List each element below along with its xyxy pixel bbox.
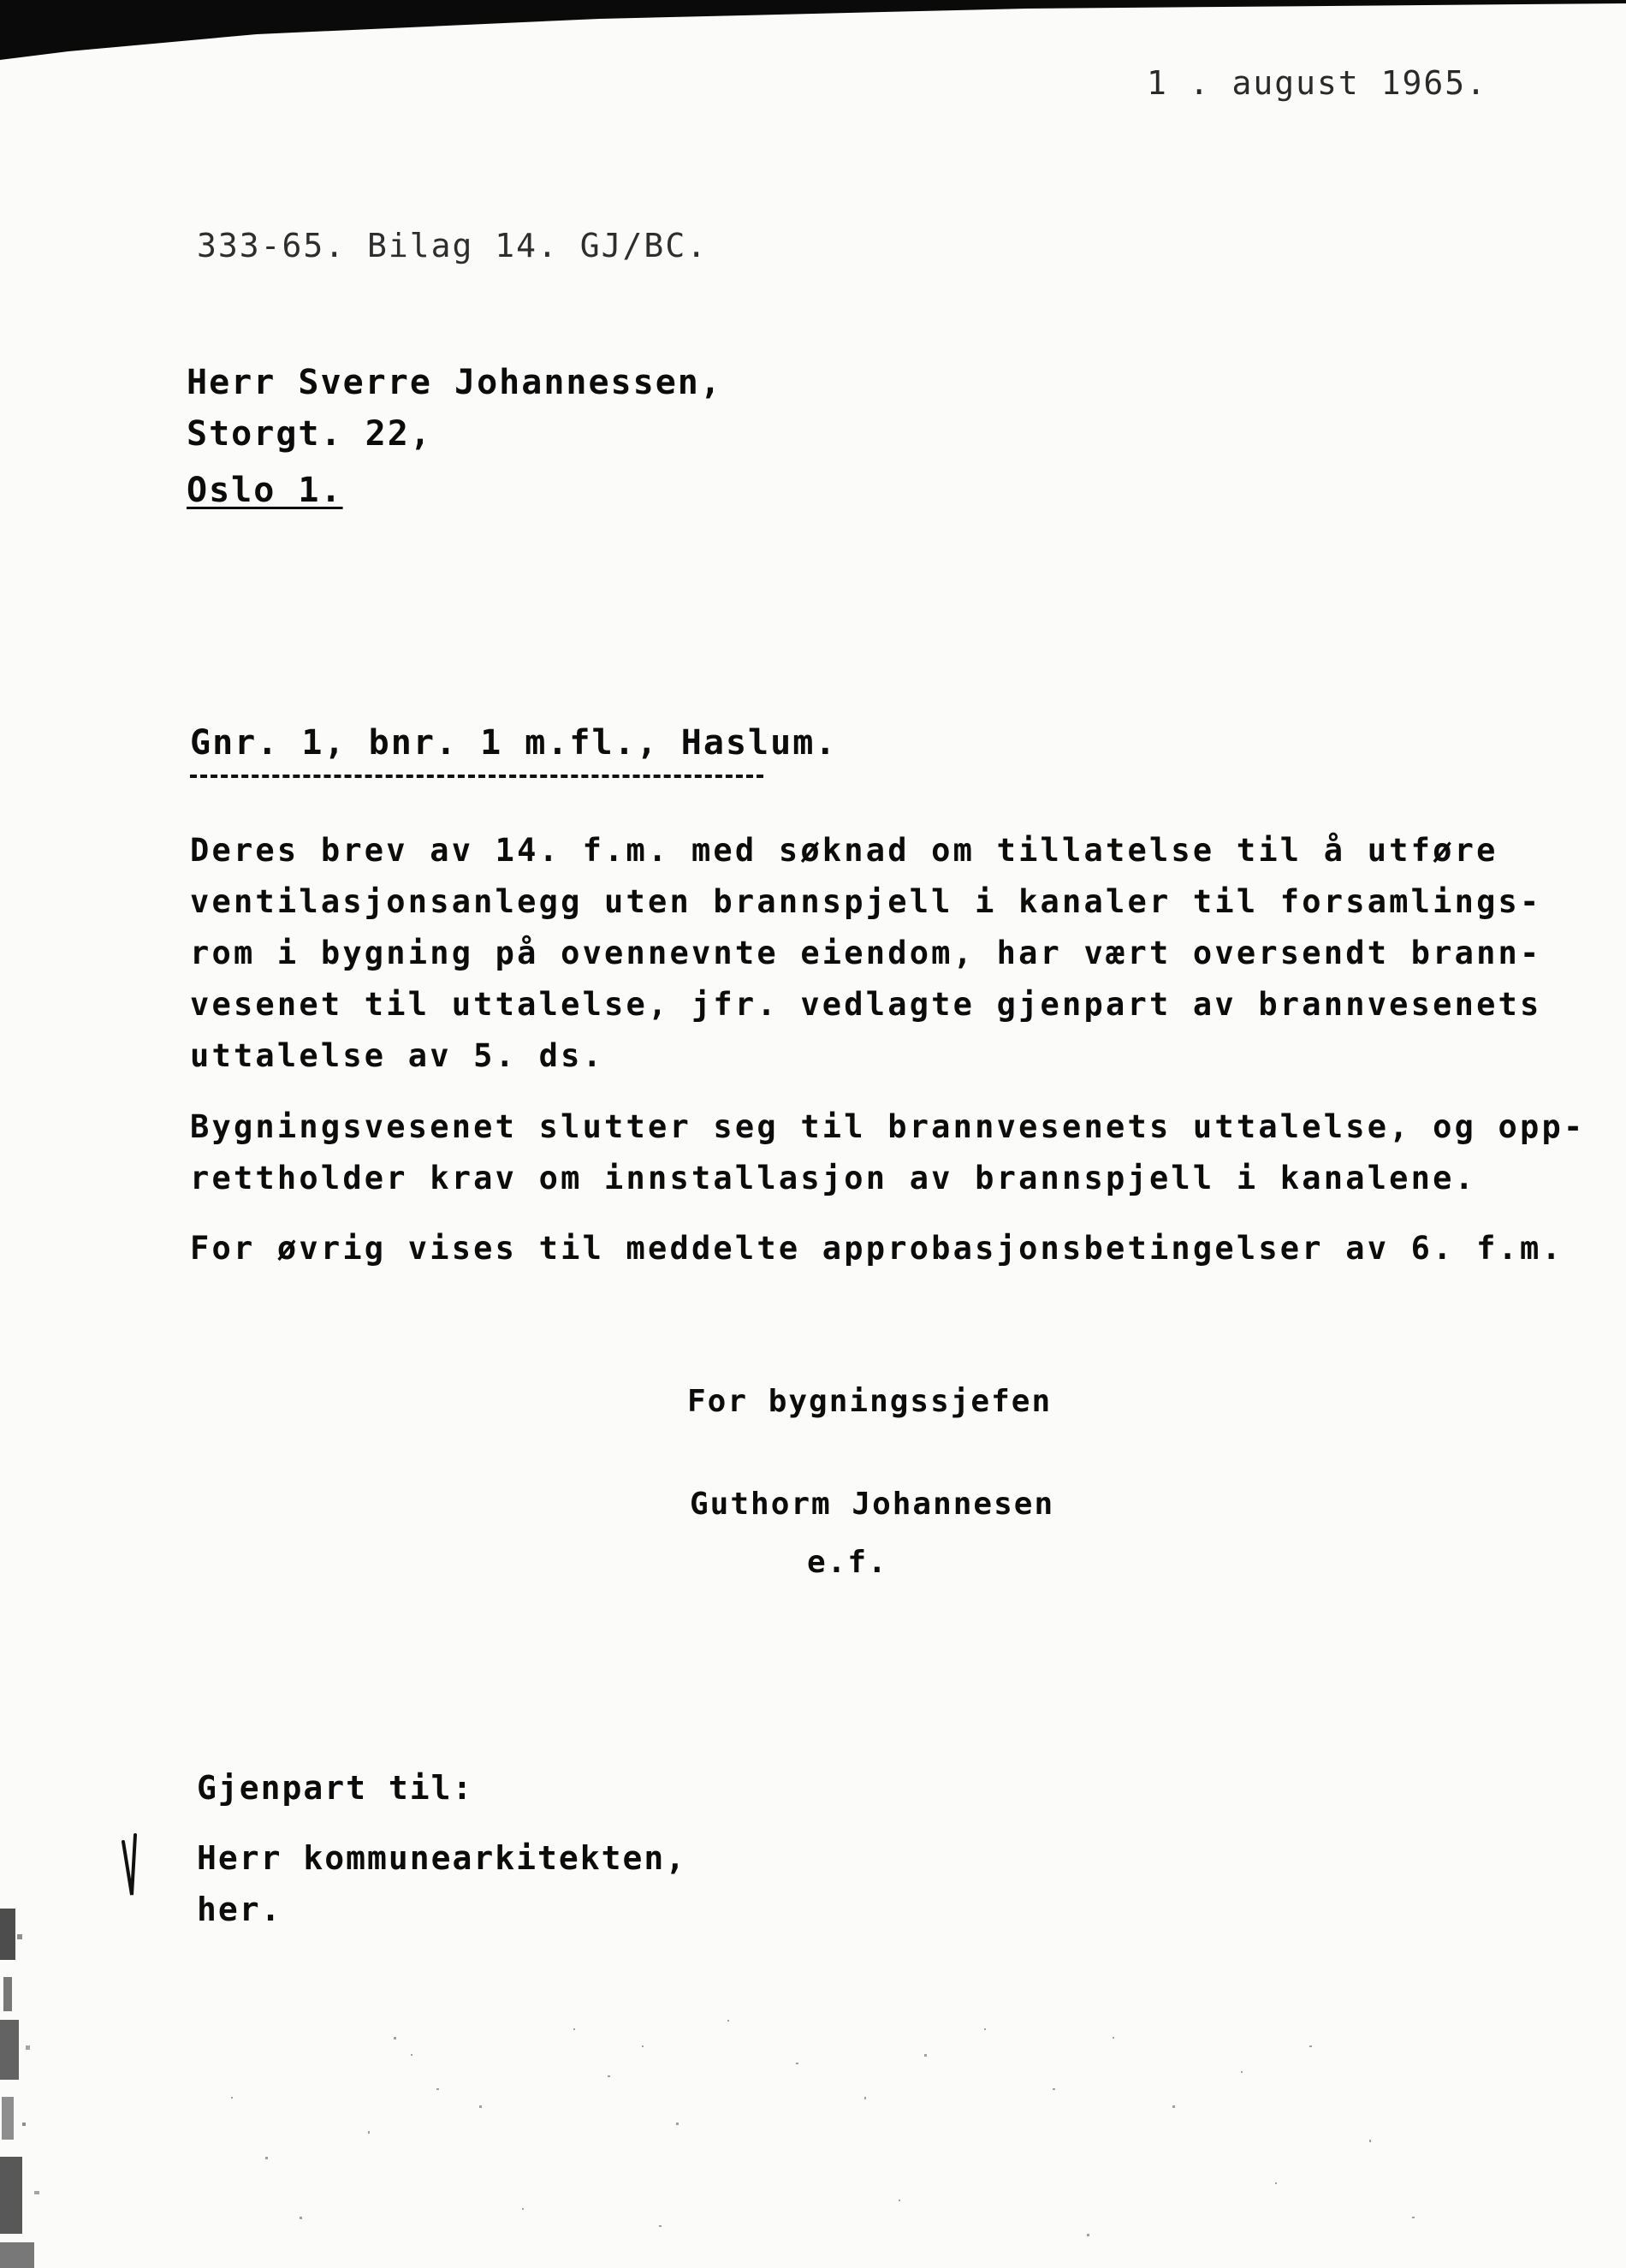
body-line: vesenet til uttalelse, jfr. vedlagte gjenpart av brannvesenets [190, 986, 1542, 1023]
letter-date: 1 . august 1965. [1147, 64, 1488, 102]
subject-underline [190, 775, 763, 778]
body-line: For øvrig vises til meddelte approbasjonsbetingelser av 6. f.m. [190, 1230, 1564, 1267]
addressee-city: Oslo 1. [187, 471, 343, 510]
addressee-street: Storgt. 22, [187, 414, 432, 454]
copy-to-location: her. [197, 1891, 282, 1928]
body-line: Bygningsvesenet slutter seg til brannvesenets uttalelse, og opp- [190, 1108, 1586, 1145]
signature-name: Guthorm Johannesen [690, 1487, 1055, 1522]
body-line: rettholder krav om innstallasjon av brannspjell i kanalene. [190, 1160, 1477, 1196]
subject-line: Gnr. 1, bnr. 1 m.fl., Haslum. [190, 723, 838, 763]
copy-to-recipient: Herr kommunearkitekten, [197, 1839, 687, 1877]
body-line: rom i bygning på ovennevnte eiendom, har vært oversendt brann- [190, 935, 1542, 971]
body-line: Deres brev av 14. f.m. med søknad om tillatelse til å utføre [190, 832, 1498, 869]
addressee-name: Herr Sverre Johannessen, [187, 363, 722, 402]
reference-number: 333-65. Bilag 14. GJ/BC. [197, 227, 709, 264]
scan-noise-bottom [128, 1926, 1498, 2268]
copy-to-label: Gjenpart til: [197, 1769, 474, 1807]
margin-check-mark [120, 1832, 145, 1900]
signature-ef: e.f. [807, 1545, 888, 1580]
scan-noise-left [0, 1883, 103, 2268]
body-line: uttalelse av 5. ds. [190, 1037, 605, 1074]
body-line: ventilasjonsanlegg uten brannspjell i kanaler til forsamlings- [190, 883, 1542, 920]
signature-for: For bygningssjefen [687, 1384, 1053, 1419]
